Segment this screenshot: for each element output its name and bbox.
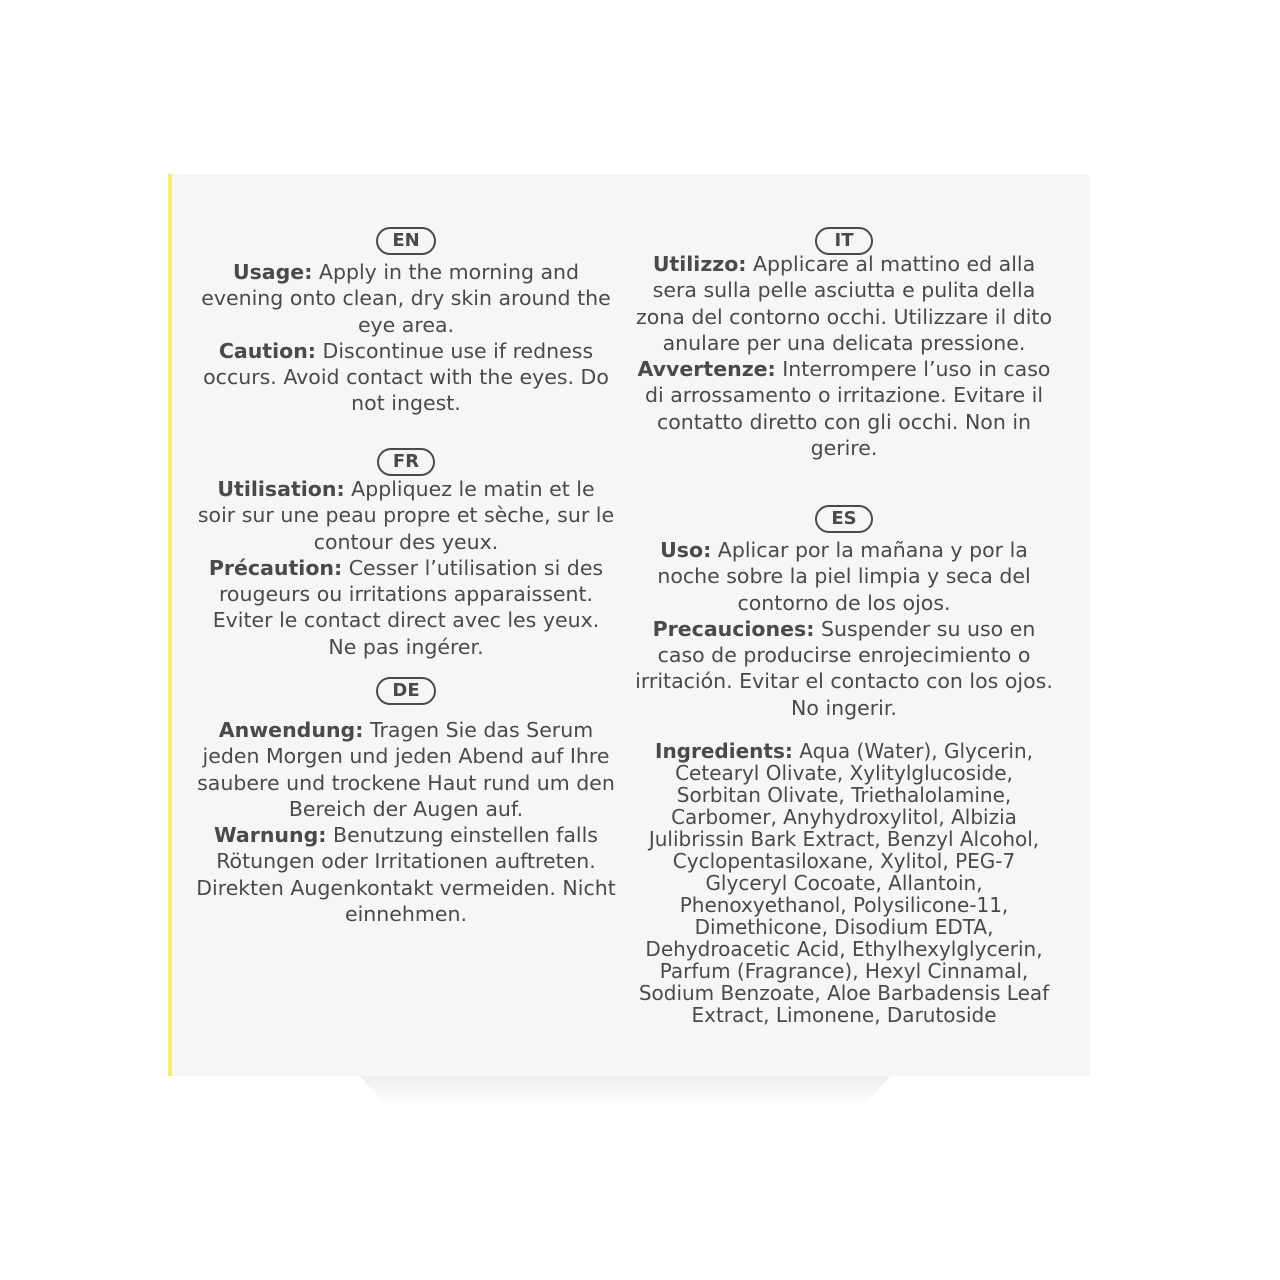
it-caution-text: Interrompere l’uso in caso di arrossamento o irritazione. Evitare il contatto diretto con gli occhi. Non in gerire. bbox=[644, 357, 1051, 461]
it-usage-label: Utilizzo: bbox=[652, 252, 747, 276]
de-usage-label: Anwendung: bbox=[218, 718, 364, 742]
ingredients-label: Ingredients: bbox=[655, 739, 793, 763]
en-caution-label: Caution: bbox=[218, 338, 317, 363]
en-usage-label: Usage: bbox=[232, 260, 313, 284]
fr-usage-label: Utilisation: bbox=[217, 477, 345, 501]
it-usage-text: Applicare al mattino ed alla sera sulla pelle asciutta e pulita della zona del contorno occhi. Utilizzare il dito anulare per una delicata pressione. bbox=[635, 252, 1053, 355]
badge-it: IT bbox=[815, 227, 873, 255]
section-ingredients bbox=[634, 740, 1054, 1026]
es-usage-label: Uso: bbox=[660, 538, 712, 562]
section-en bbox=[196, 226, 616, 417]
yellow-edge bbox=[168, 174, 172, 1076]
ingredients-text: Aqua (Water), Glycerin, Cetearyl Olivate, Xylitylglucoside, Sorbitan Olivate, Triethalolamine, Carbomer, Anyhydroxylitol, Albizia Julibrissin Bark Extract, Benzyl Alcohol, Cyclopentasiloxane, Xylitol, PEG-7 Glyceryl Cocoate, Allantoin, Phenoxyethanol, Polysilicone-11, Dimethicone, Disodium EDTA, Dehydroacetic Acid, Ethylhexylglycerin, Parfum (Fragrance), Hexyl Cinnamal, Sodium Benzoate, Aloe Barbadensis Leaf Extract, Limonene, Darutoside bbox=[638, 739, 1050, 1027]
section-es bbox=[634, 504, 1054, 721]
section-fr bbox=[196, 447, 616, 660]
label-card bbox=[168, 174, 1090, 1076]
it-caution-label: Avvertenze: bbox=[637, 357, 776, 382]
de-usage-text: Tragen Sie das Serum jeden Morgen und jeden Abend auf Ihre saubere und trockene Haut rund um den Bereich der Augen auf. bbox=[197, 718, 615, 821]
section-de bbox=[196, 676, 616, 927]
es-usage-text: Aplicar por la mañana y por la noche sobre la piel limpia y seca del contorno de los ojos. bbox=[657, 538, 1031, 615]
es-caution-label: Precauciones: bbox=[652, 616, 815, 641]
de-caution-text: Benutzung einstellen falls Rötungen oder Irritationen auftreten. Direkten Augenkontakt vermeiden. Nicht einnehmen. bbox=[196, 823, 616, 927]
fr-caution-label: Précaution: bbox=[208, 555, 343, 580]
reflection-area bbox=[168, 1076, 1090, 1256]
badge-fr: FR bbox=[377, 448, 435, 476]
badge-en: EN bbox=[376, 227, 435, 255]
es-caution-text: Suspender su uso en caso de producirse enrojecimiento o irritación. Evitar el contacto con los ojos. No ingerir. bbox=[635, 616, 1053, 720]
fr-caution-text: Cesser l’utilisation si des rougeurs ou irritations apparaissent. Eviter le contact direct avec les yeux. Ne pas ingérer. bbox=[212, 555, 604, 659]
reflection-fade bbox=[168, 1076, 1090, 1256]
section-it bbox=[634, 226, 1054, 461]
fr-usage-text: Appliquez le matin et le soir sur une peau propre et sèche, sur le contour des yeux. bbox=[197, 477, 615, 554]
badge-es: ES bbox=[815, 505, 873, 533]
en-caution-text: Discontinue use if redness occurs. Avoid contact with the eyes. Do not ingest. bbox=[203, 338, 609, 416]
badge-de: DE bbox=[376, 677, 435, 705]
de-caution-label: Warnung: bbox=[214, 823, 327, 848]
en-usage-text: Apply in the morning and evening onto clean, dry skin around the eye area. bbox=[201, 260, 611, 337]
